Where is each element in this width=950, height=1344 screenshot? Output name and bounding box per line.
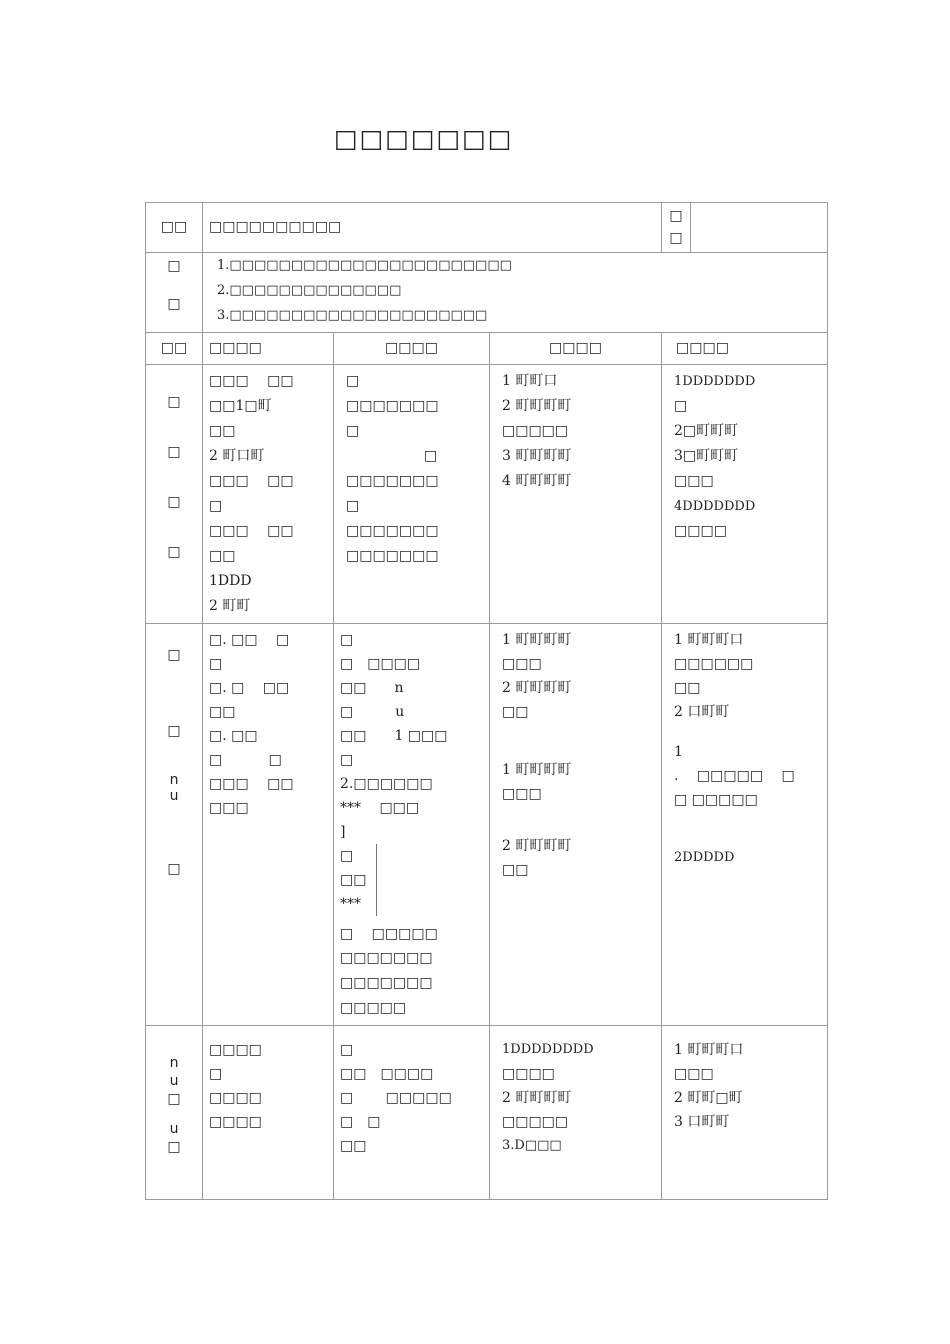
cell-line: □ bbox=[346, 498, 360, 514]
cell-line bbox=[502, 806, 655, 834]
cell-line: □□□ □□ bbox=[209, 776, 294, 792]
stage-3-col-3 bbox=[490, 1026, 662, 1200]
column-header-row bbox=[146, 333, 828, 365]
stage-1-label bbox=[146, 365, 203, 624]
cell-line: □□ n bbox=[340, 680, 404, 696]
stage-2-col-4 bbox=[662, 624, 828, 1026]
side-label-1: □ bbox=[669, 208, 683, 224]
cell-line: □□ bbox=[209, 548, 236, 564]
cell-line: 2 町町町町 bbox=[502, 398, 572, 414]
cell-line: □ bbox=[209, 498, 223, 514]
cell-line: □. □□ □ bbox=[209, 632, 290, 648]
cell-line: 4DDDDDDD bbox=[674, 499, 756, 514]
cell-line: □□ bbox=[502, 704, 529, 720]
cell-line: □□ 1 □□□ bbox=[340, 728, 448, 744]
cell-line: 1 町町口 bbox=[502, 373, 558, 389]
column-header: □□□□ bbox=[203, 333, 334, 365]
cell-line: □□□ □□ bbox=[209, 473, 294, 489]
page-title: □□□□□□□ bbox=[334, 124, 514, 153]
cell-line: 3□町町町 bbox=[674, 448, 739, 464]
cell-line: □□□□□□ bbox=[674, 656, 754, 672]
cell-line: □ □□□□□ bbox=[674, 792, 758, 808]
header-label-text: □□ bbox=[160, 219, 188, 235]
objective-item: 2.□□□□□□□□□□□□□□ bbox=[217, 283, 402, 298]
cell-line: □ u bbox=[340, 704, 405, 720]
cell-line: □ bbox=[340, 848, 354, 864]
objectives-row bbox=[146, 253, 828, 333]
stage-3-col-2 bbox=[334, 1026, 490, 1200]
stage-label-char: u bbox=[169, 1073, 179, 1089]
cell-line: □□□□□□□ bbox=[346, 473, 439, 489]
cell-line: □□□□□ bbox=[502, 1114, 569, 1130]
cell-line: □□□□ bbox=[674, 523, 727, 539]
cell-line: □. □ □□ bbox=[209, 680, 290, 696]
stage-row-3 bbox=[146, 1026, 828, 1200]
cell-line bbox=[674, 812, 821, 846]
cell-line: ] bbox=[340, 824, 346, 840]
cell-line: □ □□□□□ bbox=[340, 926, 438, 942]
cell-line: □ □□□□ bbox=[340, 656, 421, 672]
cell-line: 1DDD bbox=[209, 573, 252, 589]
cell-line: 2 町町□町 bbox=[674, 1090, 743, 1106]
cell-line: 2 町町町町 bbox=[502, 838, 572, 854]
cell-line: □. □□ bbox=[209, 728, 258, 744]
stage-label-char: □ bbox=[167, 1091, 181, 1107]
cell-line: 1DDDDDDD bbox=[674, 374, 756, 389]
topic-text: □□□□□□□□□□ bbox=[209, 219, 342, 235]
cell-line: 3 町町町町 bbox=[502, 448, 572, 464]
stage-label-char: □ bbox=[167, 444, 181, 460]
cell-line: □□□ bbox=[502, 656, 542, 672]
cell-line: □ bbox=[346, 423, 360, 439]
objective-item: 1.□□□□□□□□□□□□□□□□□□□□□□□ bbox=[217, 258, 512, 273]
cell-line: □ □ bbox=[209, 752, 282, 768]
cell-line: 4 町町町町 bbox=[502, 473, 572, 489]
stage-3-col-4 bbox=[662, 1026, 828, 1200]
stage-2-col-3 bbox=[490, 624, 662, 1026]
cell-line: 2□町町町 bbox=[674, 423, 739, 439]
cell-line: 2 町口町 bbox=[209, 448, 265, 464]
cell-line: 1DDDDDDDD bbox=[502, 1042, 594, 1057]
objectives-label-bottom: □ bbox=[167, 296, 181, 312]
cell-line bbox=[502, 724, 655, 758]
cell-line bbox=[674, 724, 821, 740]
cell-line: 1 町町町町 bbox=[502, 632, 572, 648]
stage-label-char: □ bbox=[167, 494, 181, 510]
cell-line: 3.D□□□ bbox=[502, 1138, 562, 1153]
stage-label-char: u bbox=[169, 788, 179, 804]
cell-line: □□□□□□□ bbox=[340, 975, 433, 991]
header-row bbox=[146, 203, 828, 253]
stage-row-2 bbox=[146, 624, 828, 1026]
cell-line: □□□□□ bbox=[502, 423, 569, 439]
cell-line: □□□□□□□ bbox=[346, 523, 439, 539]
cell-line: □□□□□□□ bbox=[346, 398, 439, 414]
cell-line: 2 町町町町 bbox=[502, 1090, 572, 1106]
cell-line: 1 町町町町 bbox=[502, 762, 572, 778]
stage-label-char: □ bbox=[167, 394, 181, 410]
side-label-2: □ bbox=[669, 230, 683, 246]
stage-2-col-2 bbox=[334, 624, 490, 1026]
stage-3-label bbox=[146, 1026, 203, 1200]
cell-line: □□□ bbox=[674, 473, 714, 489]
cell-line: *** □□□ bbox=[340, 800, 420, 816]
cell-line: □□ bbox=[340, 872, 367, 888]
cell-line: □□□ □□ bbox=[209, 523, 294, 539]
stage-label-char: □ bbox=[167, 1139, 181, 1155]
cell-line: □□□□ bbox=[209, 1090, 262, 1106]
cell-line: □ □□□□□ bbox=[340, 1090, 452, 1106]
cell-line: . □□□□□ □ bbox=[674, 768, 795, 784]
objectives-cell bbox=[203, 253, 828, 333]
stage-2-label bbox=[146, 624, 203, 1026]
stage-1-col-1 bbox=[203, 365, 334, 624]
cell-line: □□□ bbox=[674, 1066, 714, 1082]
objectives-label bbox=[146, 253, 203, 333]
stage-1-col-2 bbox=[334, 365, 490, 624]
cell-line: □□□ □□ bbox=[209, 373, 294, 389]
column-header: □□ bbox=[146, 333, 203, 365]
cell-line: 2 口町町 bbox=[674, 704, 730, 720]
cell-line: 1 bbox=[674, 744, 683, 760]
cell-line: 2 町町 bbox=[209, 598, 251, 614]
cell-line: 2.□□□□□□ bbox=[340, 776, 433, 792]
stage-label-char: n bbox=[169, 1055, 179, 1071]
stage-label-char: □ bbox=[167, 647, 181, 663]
stage-label-char: u bbox=[169, 1121, 179, 1137]
column-header: □□□□ bbox=[334, 333, 490, 365]
cell-line: □ bbox=[424, 448, 438, 464]
cell-line: 2 町町町町 bbox=[502, 680, 572, 696]
cell-line: □ bbox=[340, 752, 354, 768]
cell-line: □□□□□□□ bbox=[346, 548, 439, 564]
cell-line: □ bbox=[340, 632, 354, 648]
cell-line: □□□ bbox=[502, 786, 542, 802]
cell-line: 2DDDDD bbox=[674, 850, 735, 865]
objectives-label-top: □ bbox=[167, 258, 181, 274]
stage-row-1 bbox=[146, 365, 828, 624]
cell-line: □□ bbox=[674, 680, 701, 696]
column-header: □□□□ bbox=[662, 333, 828, 365]
stage-label-char: n bbox=[169, 772, 179, 788]
cell-line: □□□□ bbox=[209, 1114, 262, 1130]
stage-1-col-4 bbox=[662, 365, 828, 624]
stage-3-col-1 bbox=[203, 1026, 334, 1200]
cell-line: □ bbox=[346, 373, 360, 389]
header-side-cell bbox=[662, 203, 828, 253]
cell-line: □□□□ bbox=[502, 1066, 555, 1082]
cell-line: □□ □□□□ bbox=[340, 1066, 434, 1082]
column-header: □□□□ bbox=[490, 333, 662, 365]
cell-line: 1 町町町口 bbox=[674, 1042, 744, 1058]
stage-label-char: □ bbox=[167, 723, 181, 739]
lesson-plan-table bbox=[145, 202, 828, 1200]
cell-line: □□□□□ bbox=[340, 1000, 407, 1016]
cell-line: □□ bbox=[502, 862, 529, 878]
cell-line: □□□ bbox=[209, 800, 249, 816]
cell-line: □ bbox=[209, 656, 223, 672]
header-label bbox=[146, 203, 203, 253]
stage-2-col-1 bbox=[203, 624, 334, 1026]
cell-line: □□ bbox=[209, 423, 236, 439]
cell-line: 1 町町町口 bbox=[674, 632, 744, 648]
cell-line: □□ bbox=[340, 1138, 367, 1154]
cell-line: □ □ bbox=[340, 1114, 381, 1130]
cell-line: □□□□□□□ bbox=[340, 950, 433, 966]
cell-line: □□ bbox=[209, 704, 236, 720]
objective-item: 3.□□□□□□□□□□□□□□□□□□□□□ bbox=[217, 308, 488, 323]
stage-label-char: □ bbox=[167, 544, 181, 560]
cell-line: □ bbox=[209, 1066, 223, 1082]
cell-line: □□1□町 bbox=[209, 398, 272, 414]
cell-line: □ bbox=[674, 398, 688, 414]
cell-line: *** bbox=[340, 896, 361, 912]
cell-line: 3 口町町 bbox=[674, 1114, 730, 1130]
topic-cell bbox=[203, 203, 662, 253]
stage-label-char: □ bbox=[167, 861, 181, 877]
cell-line: □ bbox=[340, 1042, 354, 1058]
cell-line: □□□□ bbox=[209, 1042, 262, 1058]
stage-1-col-3 bbox=[490, 365, 662, 624]
